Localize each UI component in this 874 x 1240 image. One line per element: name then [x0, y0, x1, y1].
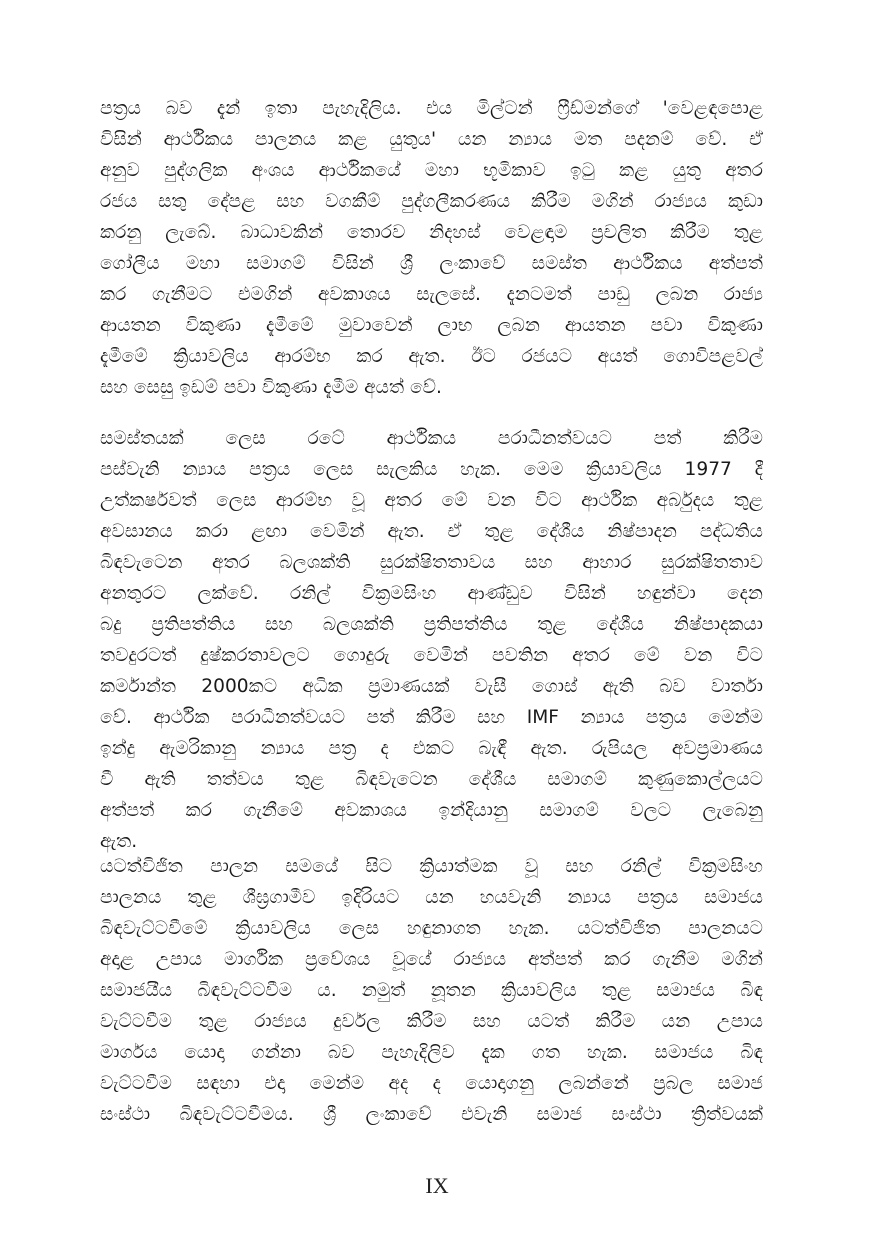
paragraph-line: වැට්ටවීම තුළ රාජ්‍යය දුර්වල කිරීම සහ යටත් කිරීම යන උපාය [100, 1011, 763, 1032]
paragraph-line: කර ගැනීමට එමගින් අවකාශය සැලසේ. දැනටමත් පාඩු ලබන රාජ්‍ය [100, 284, 763, 305]
paragraph-line: අවසානය කරා ළඟා වෙමින් ඇත. ඒ තුළ දේශීය නිෂ්පාදන පද්ධතිය [100, 521, 763, 542]
paragraph-line: උත්කර්ෂවත් ලෙස ආරම්භ වූ අතර මේ වන විට ආර්ථික අර්බුදය තුළ [100, 490, 763, 511]
paragraph-line: මාර්ගය යොදා ගන්නා බව පැහැදිලිව දැක ගත හැක. සමාජය බිඳ [100, 1042, 763, 1063]
paragraph-line: බිඳවැටෙන අතර බලශක්ති සුරක්ෂිතතාවය සහ ආහාර සුරක්ෂිතතාව [100, 552, 763, 573]
paragraph-line: අදාළ උපාය මාර්ගික ප්‍රවේශය වූයේ රාජ්‍යය අත්පත් කර ගැනීම මගින් [100, 949, 763, 970]
paragraph-line: සමස්තයක් ලෙස රටේ ආර්ථිකය පරාධීනත්වයට පත් කිරීම [100, 428, 763, 449]
paragraph-line: වී ඇති තත්වය තුළ බිඳවැටෙන දේශීය සමාගම් කුණුකොල්ලයට [100, 769, 763, 790]
paragraph-line: බිඳවැට්ටවීමේ ක්‍රියාවලිය ලෙස හඳුනාගත හැක. යටත්විජිත පාලනයට [100, 918, 763, 939]
paragraph-line: දැමීමේ ක්‍රියාවලිය ආරම්භ කර ඇත. ඊට රජයට අයත් ගොවිපළවල් [100, 346, 763, 367]
paragraph-line: රජය සතු දේපළ සහ වගකීම් පුද්ගලීකරණය කිරීම මගින් රාජ්‍යය කුඩා [100, 191, 763, 212]
paragraph-line: යටත්විජිත පාලන සමයේ සිට ක්‍රියාත්මක වූ සහ රනිල් වික්‍රමසිංහ [100, 856, 763, 877]
paragraph-line: සංස්ථා බිඳවැට්ටවීමය. ශ්‍රී ලංකාවේ එවැනි සමාජ සංස්ථා ත්‍රිත්වයක් [100, 1104, 763, 1125]
paragraph-line: පස්වැනි න්‍යාය පත්‍රය ලෙස සැලකිය හැක. මෙම ක්‍රියාවලිය 1977 දී [100, 459, 763, 480]
paragraph-line: බදු ප්‍රතිපත්තිය සහ බලශක්ති ප්‍රතිපත්තිය තුළ දේශීය නිෂ්පාදකයා [100, 614, 763, 635]
paragraph-2 [100, 423, 763, 857]
paragraph-line: වැට්ටවීම සඳහා එදා මෙන්ම අද ද යොදාගනු ලබන්නේ ප්‍රබල සමාජ [100, 1073, 763, 1094]
paragraph-line: ගෝලීය මහා සමාගම් විසින් ශ්‍රී ලංකාවේ සමස්ත ආර්ථිකය අත්පත් [100, 253, 763, 274]
paragraph-line: විසින් ආර්ථිකය පාලනය කළ යුතුය' යන න්‍යාය මත පදනම් වේ. ඒ [100, 129, 763, 150]
paragraph-1 [100, 93, 763, 403]
paragraph-line: වේ. ආර්ථික පරාධීනත්වයට පත් කිරීම සහ IMF න්‍යාය පත්‍රය මෙන්ම [100, 707, 763, 728]
paragraph-line: කර්මාන්ත 2000කට අධික ප්‍රමාණයක් වැසී ගොස් ඇති බව වාර්තා [100, 676, 763, 697]
paragraph-line: සමාජයීය බිඳවැට්ටවීම ය. නමුත් නූතන ක්‍රියාවලිය තුළ සමාජය බිඳ [100, 980, 763, 1001]
paragraph-line: ඉන්දු ඇමරිකානු න්‍යාය පත්‍ර ද එකට බැඳී ඇත. රුපියල අවප්‍රමාණය [100, 738, 763, 759]
paragraph-line: අත්පත් කර ගැනීමේ අවකාශය ඉන්දියානු සමාගම් වලට ලැබෙනු [100, 800, 763, 821]
page-number: IX [425, 1173, 449, 1198]
paragraph-line: අනතුරට ලක්වේ. රනිල් වික්‍රමසිංහ ආණ්ඩුව විසින් හඳුන්වා දෙන [100, 583, 763, 604]
paragraph-line: කරනු ලැබේ. බාධාවකින් තොරව නිදහස් වෙළඳාම ප්‍රචලිත කිරීම තුළ [100, 222, 763, 243]
paragraph-line: සහ සෙසු ඉඩම් පවා විකුණා දැමීම අයත් වේ. [100, 377, 442, 398]
paragraph-line: ඇත. [100, 831, 138, 852]
paragraph-line: අනුව පුද්ගලික අංශය ආර්ථිකයේ මහා භූමිකාව ඉටු කළ යුතු අතර [100, 160, 763, 181]
paragraph-line: තවදුරටත් දුෂ්කරතාවලට ගොදුරු වෙමින් පවතින අතර මේ වන විට [100, 645, 763, 666]
paragraph-line: පාලනය තුළ ශීඝ්‍රගාමීව ඉදිරියට යන හයවැනි න්‍යාය පත්‍රය සමාජය [100, 887, 763, 908]
paragraph-3 [100, 851, 763, 1130]
paragraph-line: ආයතන විකුණා දැමීමේ මුවාවෙන් ලාභ ලබන ආයතන පවා විකුණා [100, 315, 763, 336]
paragraph-line: පත්‍රය බව දැන් ඉතා පැහැදිලිය. එය මිල්ටන් ෆ්‍රීඩ්මන්ගේ 'වෙළඳපොළ [100, 98, 763, 119]
